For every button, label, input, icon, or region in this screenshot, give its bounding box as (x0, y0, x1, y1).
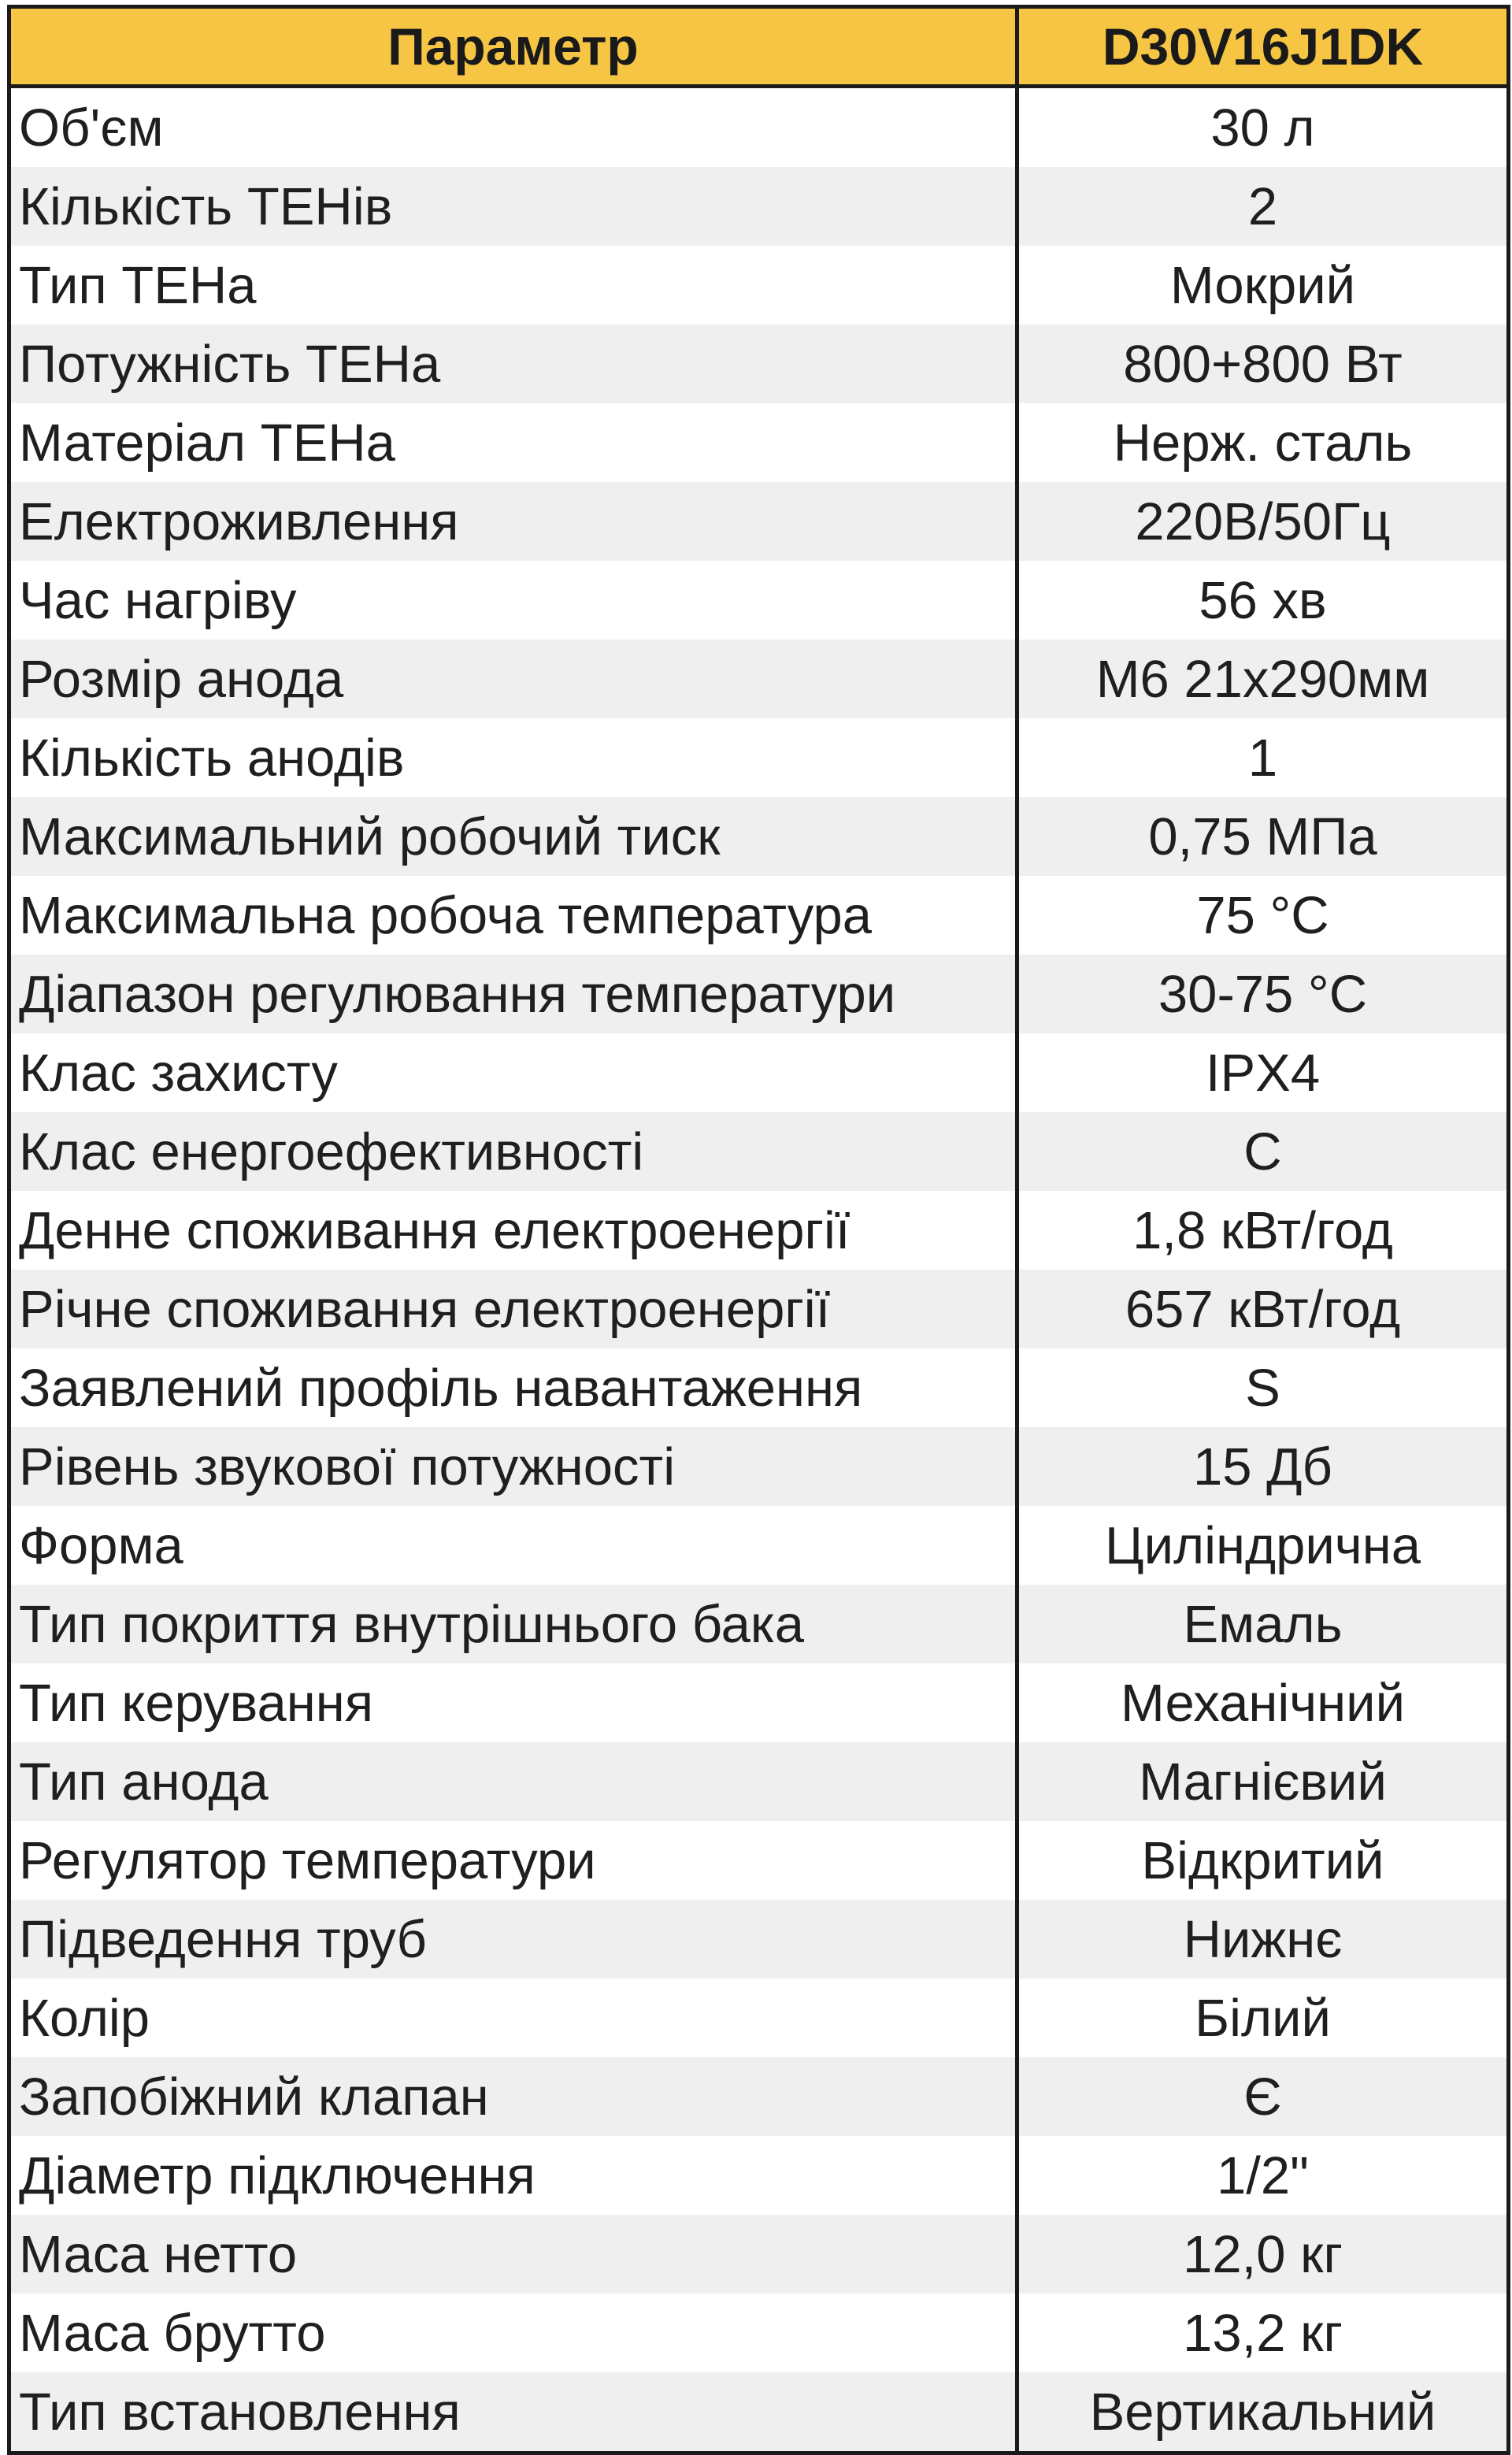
table-row (9, 2136, 1509, 2215)
parameter-cell: Об'єм (9, 87, 1017, 168)
value-cell: C (1017, 1112, 1509, 1191)
table-row (9, 1191, 1509, 1270)
parameter-cell: Клас енергоефективності (9, 1112, 1017, 1191)
table-row (9, 1978, 1509, 2057)
table-row (9, 1742, 1509, 1821)
parameter-cell: Клас захисту (9, 1033, 1017, 1112)
table-row (9, 1585, 1509, 1663)
table-row (9, 87, 1509, 168)
table-row (9, 1506, 1509, 1585)
parameter-cell: Розмір анода (9, 640, 1017, 718)
table-row (9, 2294, 1509, 2372)
table-row (9, 482, 1509, 561)
parameter-cell: Тип анода (9, 1742, 1017, 1821)
table-row (9, 1033, 1509, 1112)
value-cell: 15 Дб (1017, 1427, 1509, 1506)
value-cell: Нерж. сталь (1017, 403, 1509, 482)
table-row (9, 640, 1509, 718)
value-cell: Вертикальний (1017, 2372, 1509, 2453)
value-cell: 13,2 кг (1017, 2294, 1509, 2372)
value-cell: 1 (1017, 718, 1509, 797)
table-header (9, 7, 1509, 87)
parameter-cell: Маса нетто (9, 2215, 1017, 2294)
value-cell: 1/2" (1017, 2136, 1509, 2215)
value-cell: Циліндрична (1017, 1506, 1509, 1585)
value-cell: 30 л (1017, 87, 1509, 168)
table-row (9, 2372, 1509, 2453)
parameter-cell: Денне споживання електроенергії (9, 1191, 1017, 1270)
value-cell: 75 °С (1017, 876, 1509, 955)
parameter-cell: Потужність ТЕНа (9, 324, 1017, 403)
parameter-cell: Тип встановлення (9, 2372, 1017, 2453)
value-cell: 0,75 МПа (1017, 797, 1509, 876)
table-row (9, 246, 1509, 324)
parameter-cell: Кількість ТЕНів (9, 167, 1017, 246)
table-row (9, 561, 1509, 640)
value-cell: Відкритий (1017, 1821, 1509, 1900)
parameter-cell: Маса брутто (9, 2294, 1017, 2372)
value-cell: Механічний (1017, 1663, 1509, 1742)
parameter-cell: Електроживлення (9, 482, 1017, 561)
parameter-cell: Колір (9, 1978, 1017, 2057)
value-cell: М6 21х290мм (1017, 640, 1509, 718)
parameter-cell: Рівень звукової потужності (9, 1427, 1017, 1506)
parameter-cell: Тип керування (9, 1663, 1017, 1742)
table-row (9, 2057, 1509, 2136)
table-row (9, 2215, 1509, 2294)
parameter-cell: Тип ТЕНа (9, 246, 1017, 324)
table-row (9, 797, 1509, 876)
table-row (9, 1821, 1509, 1900)
value-cell: Білий (1017, 1978, 1509, 2057)
value-cell: Нижнє (1017, 1900, 1509, 1978)
value-cell: 1,8 кВт/год (1017, 1191, 1509, 1270)
parameter-cell: Річне споживання електроенергії (9, 1270, 1017, 1348)
parameter-cell: Кількість анодів (9, 718, 1017, 797)
value-cell: Магнієвий (1017, 1742, 1509, 1821)
value-cell: 2 (1017, 167, 1509, 246)
table-row (9, 403, 1509, 482)
parameter-cell: Заявлений профіль навантаження (9, 1348, 1017, 1427)
table-row (9, 1270, 1509, 1348)
value-cell: Мокрий (1017, 246, 1509, 324)
table-row (9, 1112, 1509, 1191)
parameter-cell: Регулятор температури (9, 1821, 1017, 1900)
parameter-cell: Тип покриття внутрішнього бака (9, 1585, 1017, 1663)
parameter-cell: Час нагріву (9, 561, 1017, 640)
parameter-cell: Підведення труб (9, 1900, 1017, 1978)
header-row (9, 7, 1509, 87)
table-row (9, 876, 1509, 955)
parameter-cell: Матеріал ТЕНа (9, 403, 1017, 482)
table-row (9, 1900, 1509, 1978)
value-cell: 657 кВт/год (1017, 1270, 1509, 1348)
table-row (9, 1348, 1509, 1427)
value-cell: 800+800 Вт (1017, 324, 1509, 403)
value-cell: 12,0 кг (1017, 2215, 1509, 2294)
parameter-cell: Максимальний робочий тиск (9, 797, 1017, 876)
table-body (9, 87, 1509, 2453)
parameter-cell: Максимальна робоча температура (9, 876, 1017, 955)
value-cell: 56 хв (1017, 561, 1509, 640)
parameter-cell: Діаметр підключення (9, 2136, 1017, 2215)
header-model: D30V16J1DK (1017, 7, 1509, 87)
value-cell: 220В/50Гц (1017, 482, 1509, 561)
parameter-cell: Запобіжний клапан (9, 2057, 1017, 2136)
spec-table (7, 5, 1510, 2455)
parameter-cell: Форма (9, 1506, 1017, 1585)
header-parameter: Параметр (9, 7, 1017, 87)
table-row (9, 955, 1509, 1033)
value-cell: IPX4 (1017, 1033, 1509, 1112)
table-row (9, 1427, 1509, 1506)
value-cell: Є (1017, 2057, 1509, 2136)
value-cell: Емаль (1017, 1585, 1509, 1663)
value-cell: S (1017, 1348, 1509, 1427)
table-row (9, 1663, 1509, 1742)
table-row (9, 324, 1509, 403)
value-cell: 30-75 °С (1017, 955, 1509, 1033)
table-row (9, 167, 1509, 246)
parameter-cell: Діапазон регулювання температури (9, 955, 1017, 1033)
table-row (9, 718, 1509, 797)
